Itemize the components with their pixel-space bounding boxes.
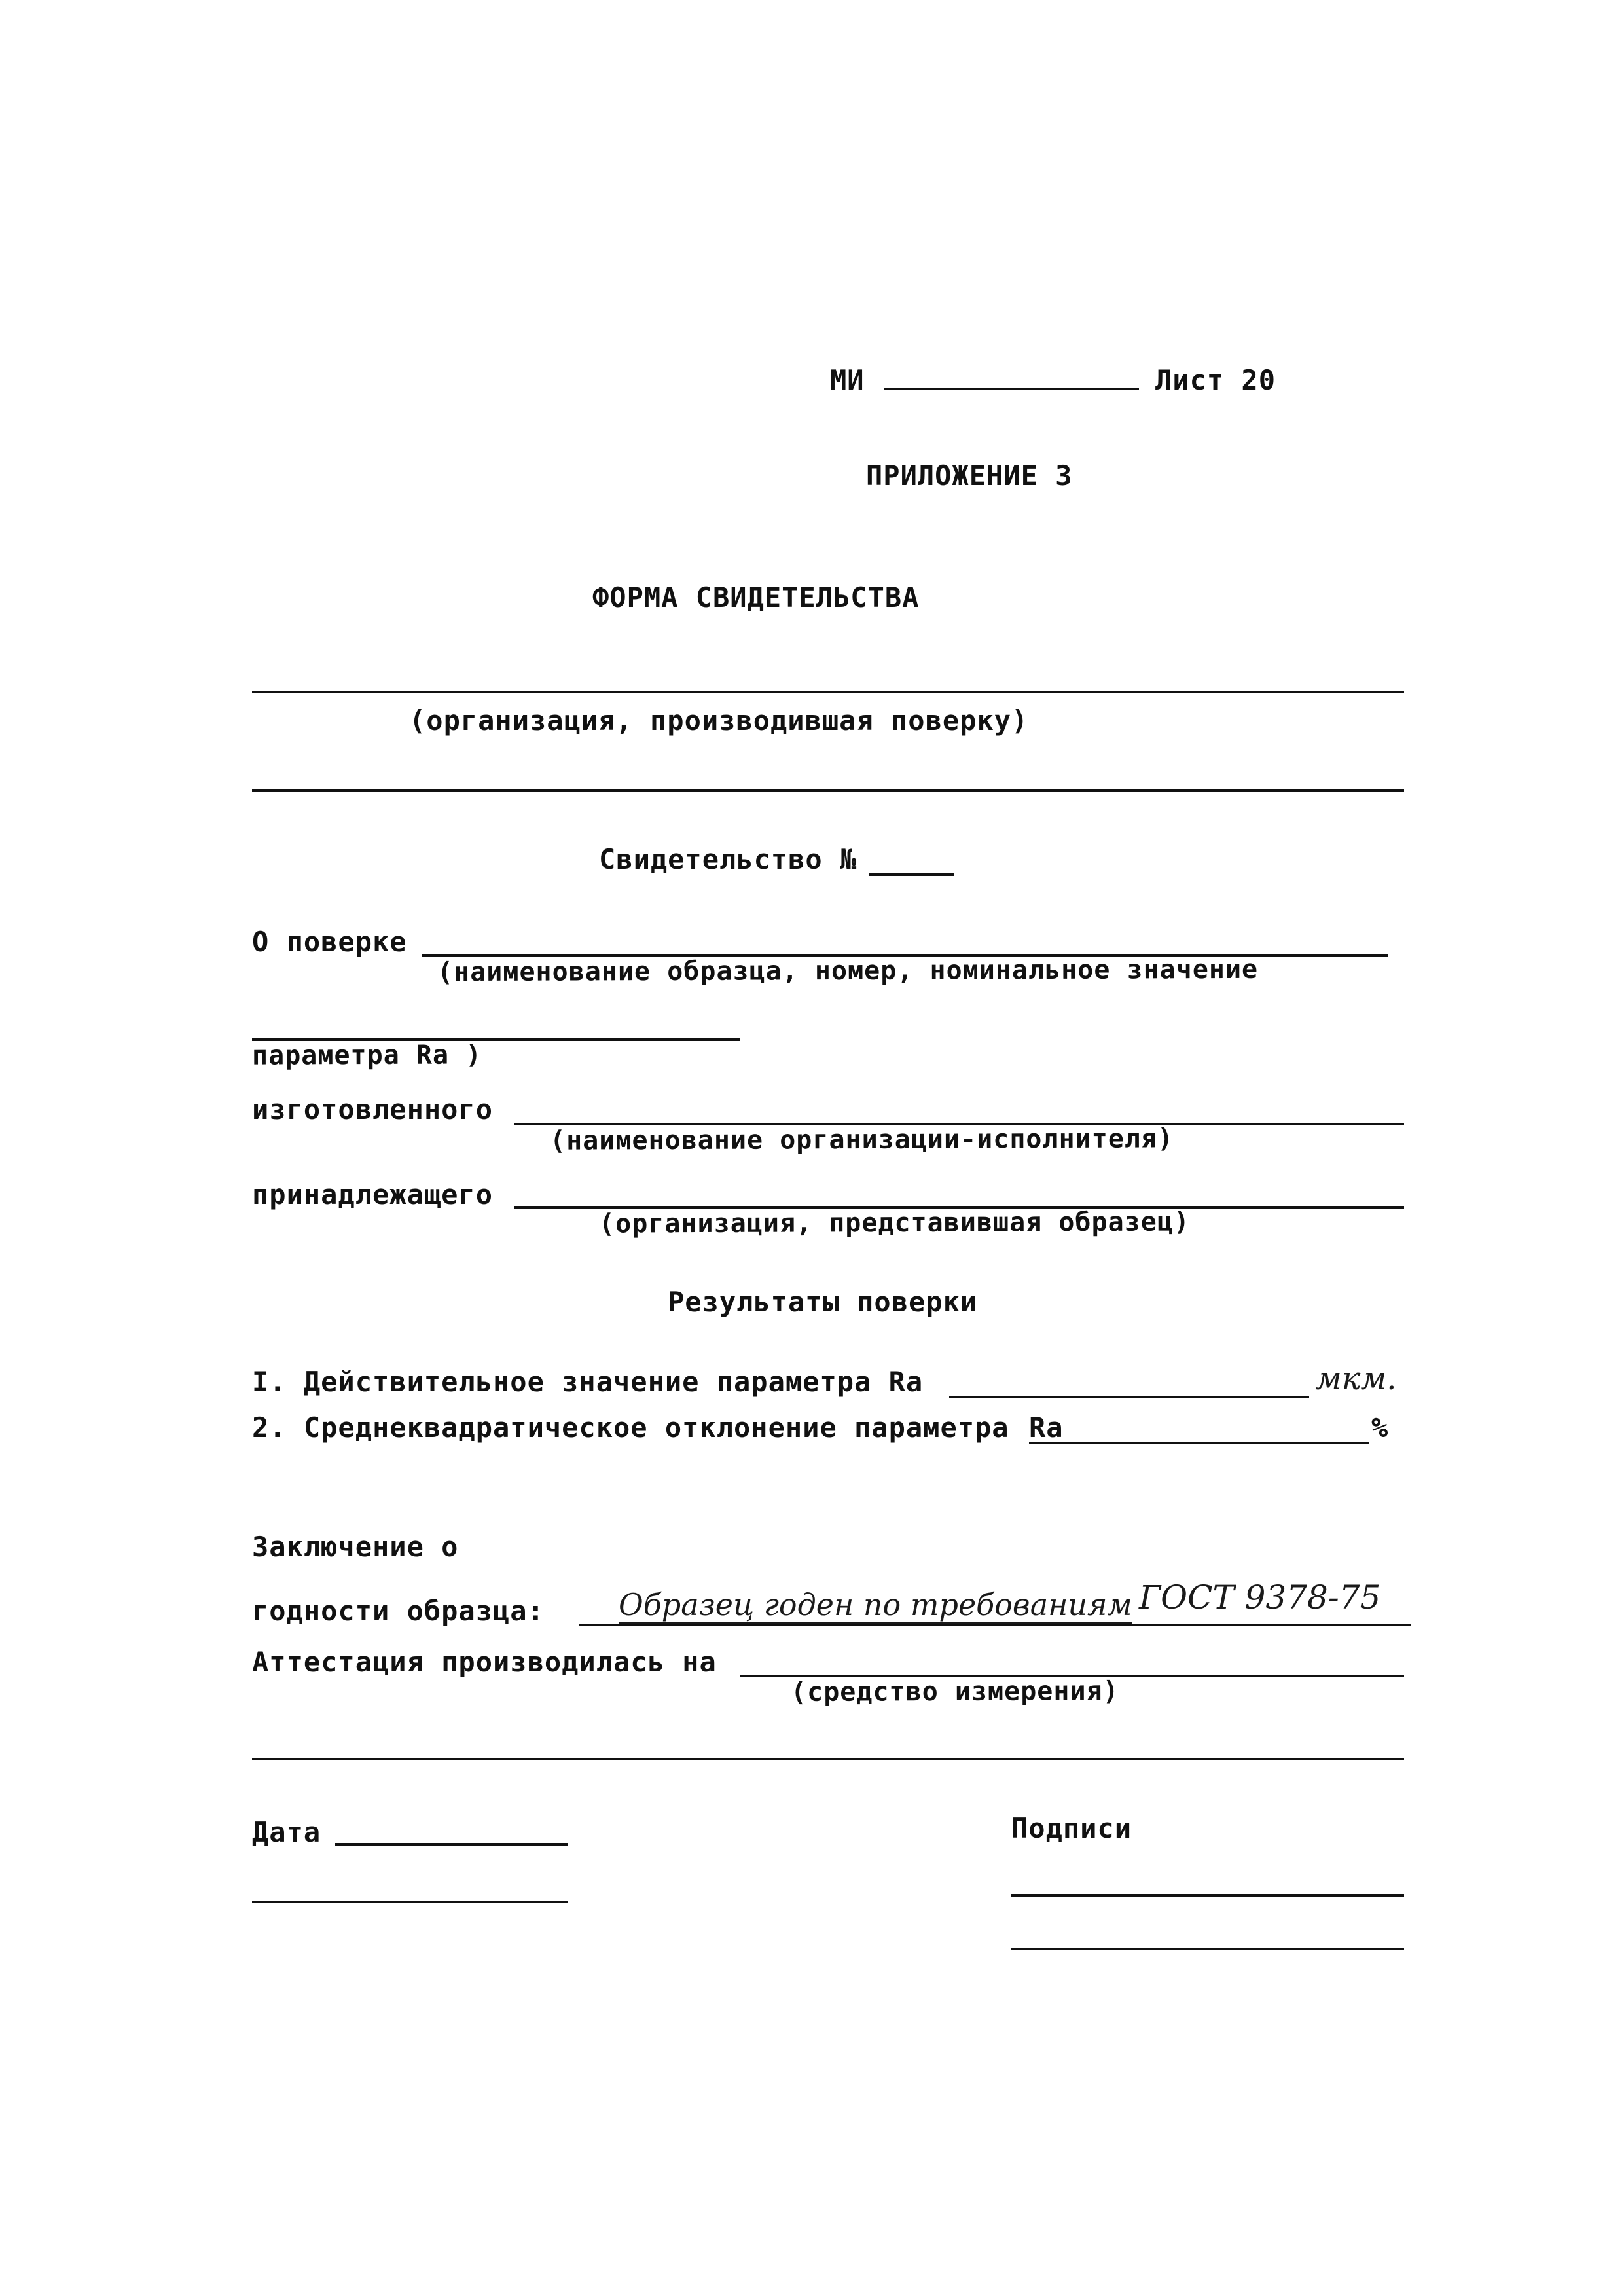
manufactured-caption: (наименование организации-исполнителя) — [549, 1123, 1174, 1156]
conclusion-label-line-2: годности образца: — [252, 1595, 545, 1627]
verification-caption: (наименование образца, номер, номинальное значение — [437, 954, 1259, 988]
certificate-label: Свидетельство № — [599, 843, 857, 875]
date-field[interactable] — [335, 1843, 568, 1846]
date-label: Дата — [252, 1816, 321, 1848]
certificate-number-field[interactable] — [869, 873, 954, 876]
owned-caption: (организация, представившая образец) — [598, 1207, 1191, 1239]
conclusion-standard: ГОСТ 9378-75 — [1139, 1578, 1381, 1616]
organization-field-line-2[interactable] — [252, 789, 1404, 792]
manufactured-label: изготовленного — [252, 1093, 494, 1125]
signature-field-2[interactable] — [1011, 1948, 1404, 1950]
attestation-field-line-2[interactable] — [252, 1758, 1404, 1760]
verification-label: О поверке — [252, 926, 407, 958]
result-item-2-param: Ra — [1029, 1412, 1064, 1444]
sheet-number: Лист 20 — [1155, 364, 1276, 396]
conclusion-label-line-1: Заключение о — [252, 1531, 459, 1563]
owned-label: принадлежащего — [252, 1178, 494, 1211]
attestation-caption: (средство измерения) — [790, 1676, 1119, 1707]
date-field-line-2[interactable] — [252, 1901, 568, 1903]
conclusion-value: Образец годен по требованиям — [619, 1587, 1132, 1622]
result-item-1-label: I. Действительное значение параметра Ra — [252, 1366, 924, 1398]
results-title: Результаты поверки — [668, 1286, 978, 1318]
attestation-label: Аттестация производилась на — [252, 1646, 717, 1678]
result-item-2-label: 2. Среднеквадратическое отклонение параметра — [252, 1412, 1009, 1444]
mi-label: МИ — [830, 364, 865, 396]
conclusion-field[interactable] — [579, 1624, 1411, 1626]
result-item-1-unit: мкм. — [1316, 1360, 1397, 1397]
result-item-2-unit: % — [1371, 1412, 1389, 1444]
organization-field[interactable] — [252, 691, 1404, 693]
signature-field-1[interactable] — [1011, 1894, 1404, 1897]
verification-caption-continued: параметра Ra ) — [251, 1040, 482, 1071]
form-title: ФОРМА СВИДЕТЕЛЬСТВА — [592, 581, 920, 613]
result-item-2-value-field[interactable] — [1029, 1442, 1369, 1444]
organization-caption: (организация, производившая поверку) — [409, 704, 1029, 737]
signatures-label: Подписи — [1011, 1812, 1132, 1844]
appendix-title: ПРИЛОЖЕНИЕ 3 — [866, 460, 1073, 492]
result-item-1-value-field[interactable] — [949, 1396, 1309, 1398]
mi-number-field[interactable] — [884, 388, 1139, 390]
